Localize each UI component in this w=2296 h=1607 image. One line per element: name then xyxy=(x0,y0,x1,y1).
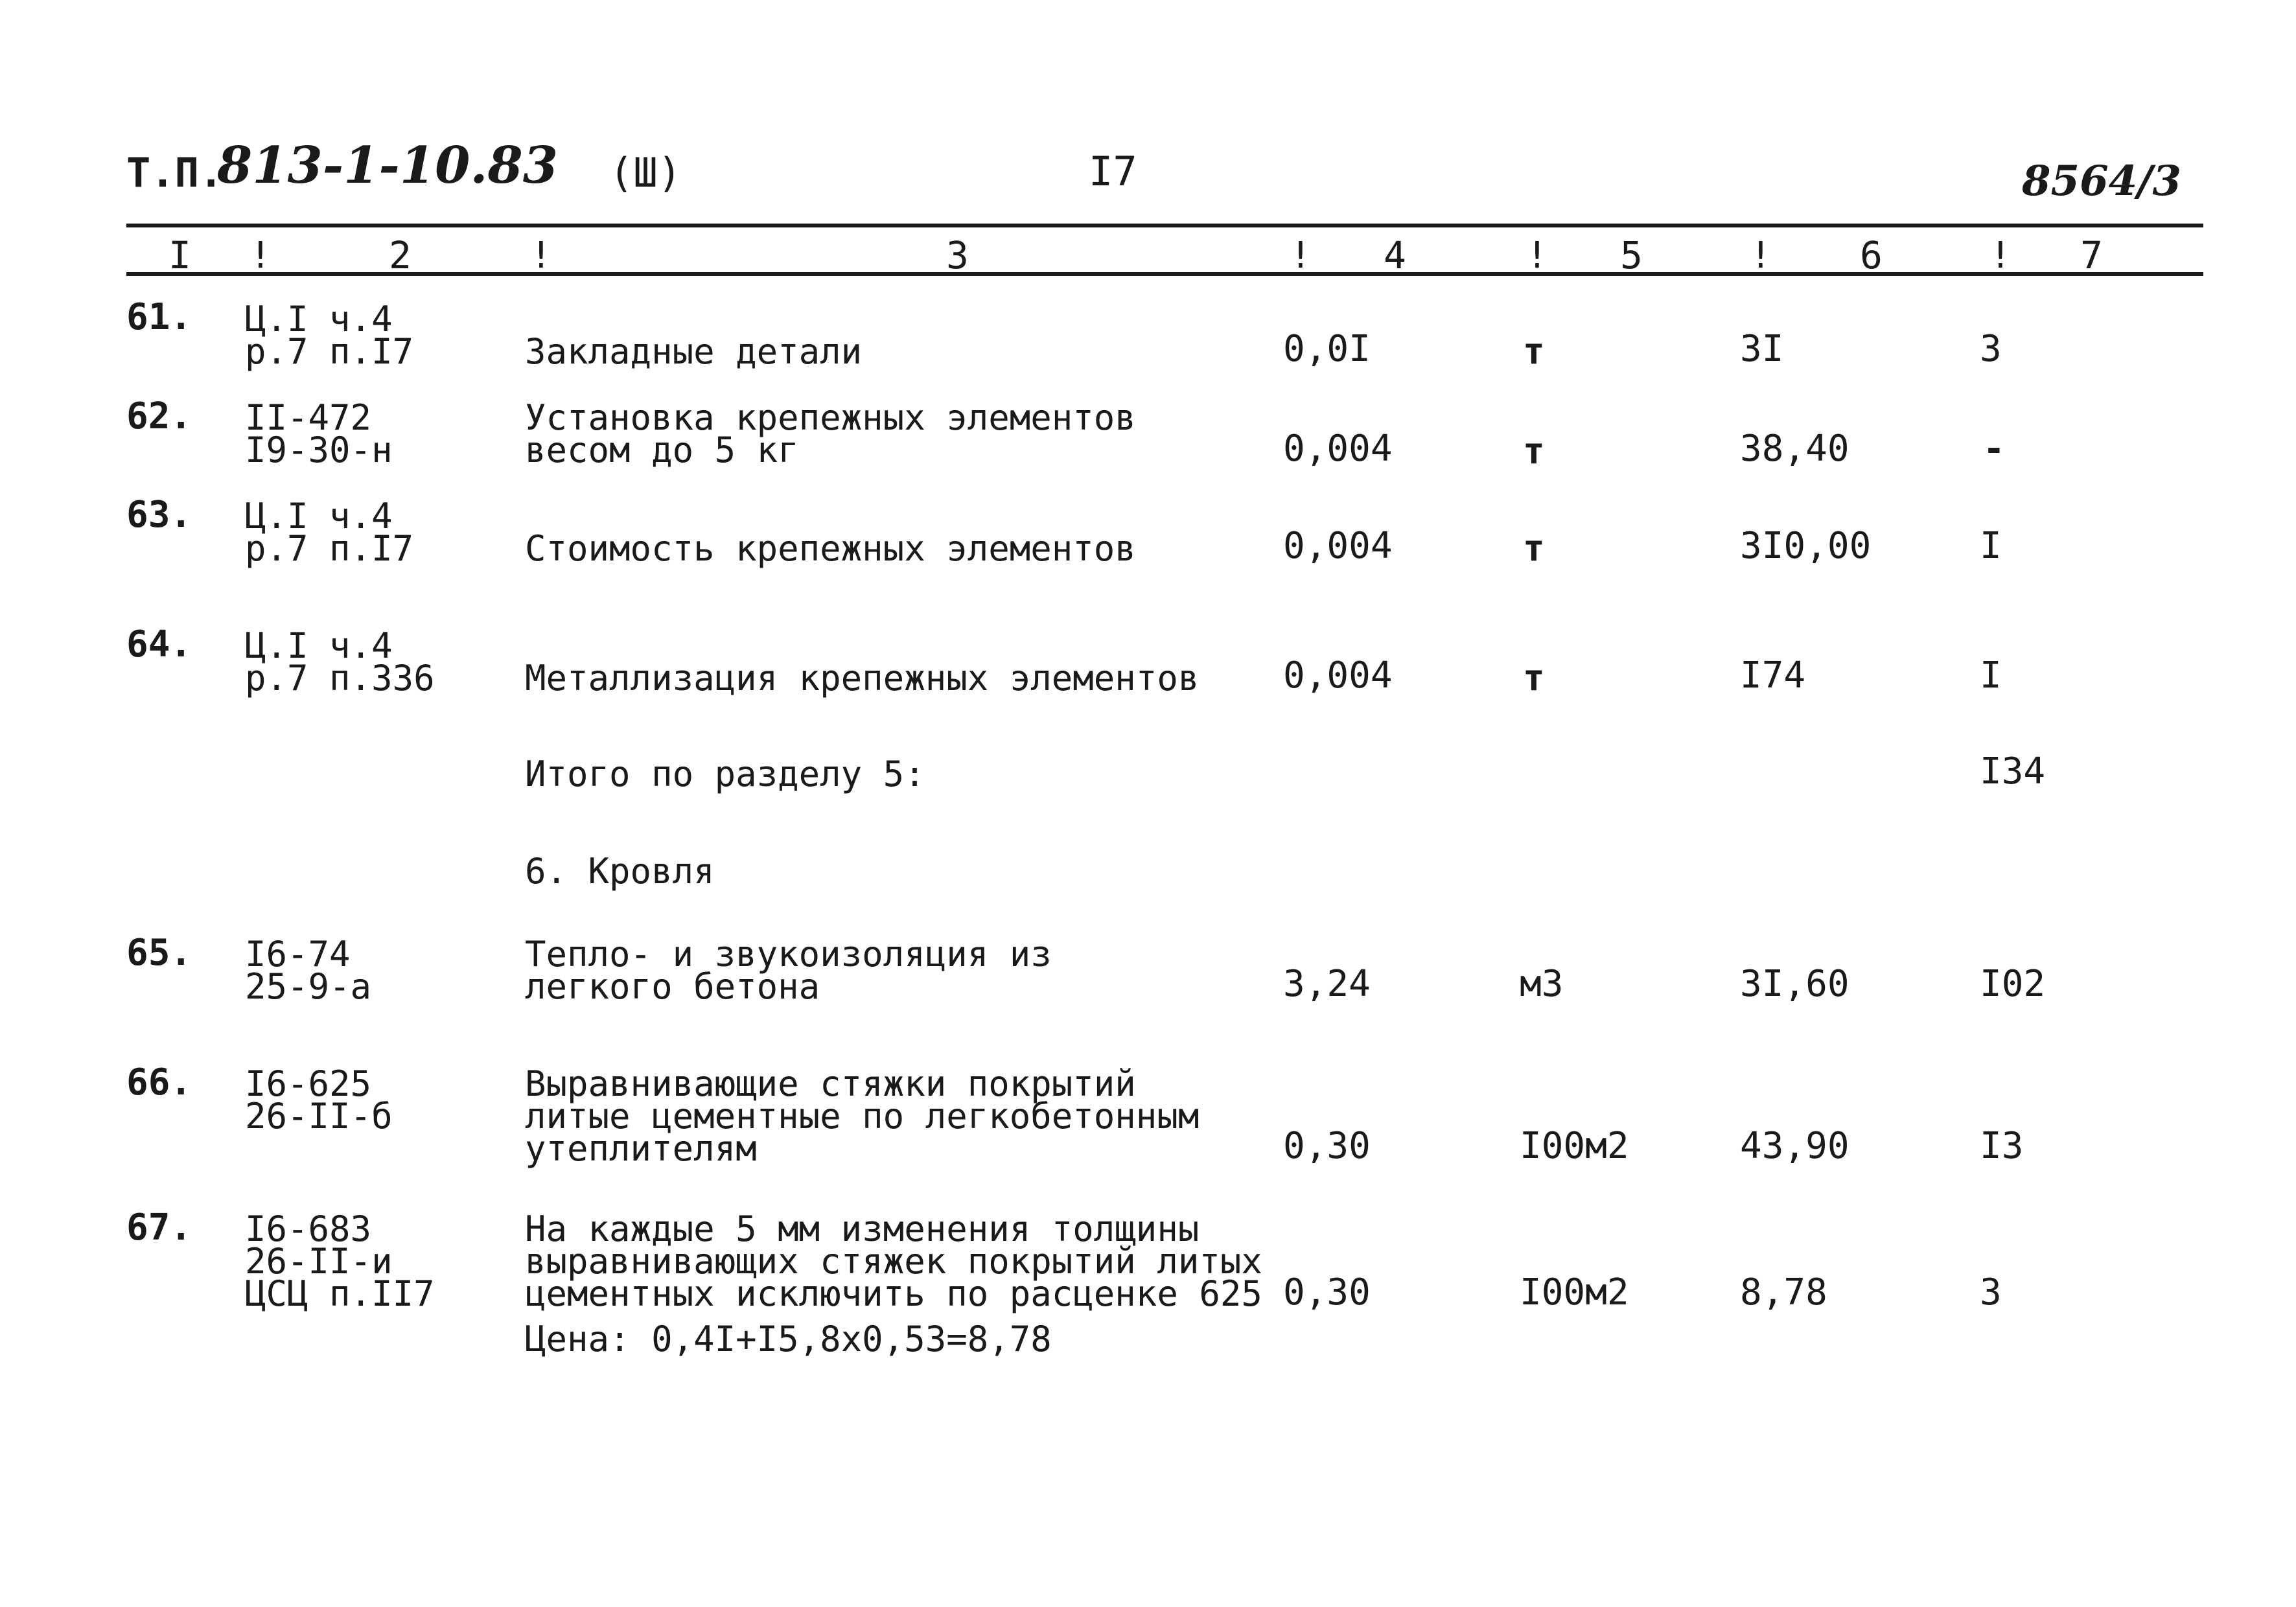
row-name: Тепло- и звукоизоляция из легкого бетона xyxy=(525,934,1052,1007)
row-price: 38,40 xyxy=(1740,428,1850,470)
row-name: Закладные детали xyxy=(525,331,863,372)
row-unit: I00м2 xyxy=(1520,1271,1629,1313)
column-header-4: 4 xyxy=(1384,233,1406,277)
row-number: 66. xyxy=(126,1061,192,1104)
table-header-rule xyxy=(126,272,2203,276)
row-code: Ц.I ч.4 р.7 п.I7 xyxy=(245,299,414,372)
row-name: Установка крепежных элементов весом до 5 кг xyxy=(525,397,1136,470)
column-header-3: 3 xyxy=(946,233,969,277)
column-header-6: 6 xyxy=(1860,233,1883,277)
col-separator: ! xyxy=(530,235,552,277)
row-unit: м3 xyxy=(1520,963,1564,1005)
row-total: I xyxy=(1980,525,2002,567)
row-total: 3 xyxy=(1980,328,2002,370)
row-number: 63. xyxy=(126,494,192,536)
row-total: I3 xyxy=(1980,1125,2024,1167)
row-price: 43,90 xyxy=(1740,1125,1850,1167)
price-note: Цена: 0,4I+I5,8х0,53=8,78 xyxy=(525,1319,1052,1359)
col-separator: ! xyxy=(249,235,272,277)
row-unit: т xyxy=(1523,527,1545,570)
row-price: 3I xyxy=(1740,328,1784,370)
row-unit: I00м2 xyxy=(1520,1125,1629,1167)
inventory-number: 8564/3 xyxy=(2022,157,2182,205)
col-separator: ! xyxy=(1750,235,1772,277)
subtotal-label: Итого по разделу 5: xyxy=(525,754,925,794)
column-header-2: 2 xyxy=(389,233,412,277)
row-price: I74 xyxy=(1740,654,1806,697)
row-price: 8,78 xyxy=(1740,1271,1827,1313)
col-separator: ! xyxy=(1989,235,2012,277)
row-total: - xyxy=(1983,428,2005,470)
row-price: 3I,60 xyxy=(1740,963,1850,1005)
row-qty: 0,0I xyxy=(1283,328,1371,370)
section-title: 6. Кровля xyxy=(525,851,715,892)
subtotal-total: I34 xyxy=(1980,750,2046,792)
row-qty: 0,30 xyxy=(1283,1125,1371,1167)
row-qty: 0,004 xyxy=(1283,428,1393,470)
row-unit: т xyxy=(1523,657,1545,699)
col-separator: ! xyxy=(1526,235,1548,277)
row-code: I6-74 25-9-а xyxy=(245,934,372,1007)
table-top-rule xyxy=(126,224,2203,227)
row-qty: 0,004 xyxy=(1283,654,1393,697)
project-number: 813-1-10.83 xyxy=(217,136,559,195)
row-number: 61. xyxy=(126,296,192,338)
row-name: На каждые 5 мм изменения толщины выравнивающих стяжек покрытий литых цементных исключить по расценке 625 xyxy=(525,1208,1262,1314)
row-code: I6-683 26-II-и ЦСЦ п.II7 xyxy=(245,1208,435,1314)
row-code: II-472 I9-30-н xyxy=(245,397,393,470)
row-code: I6-625 26-II-б xyxy=(245,1063,393,1137)
row-name: Металлизация крепежных элементов xyxy=(525,658,1200,699)
page-number: I7 xyxy=(1089,148,1137,195)
row-code: Ц.I ч.4 р.7 п.336 xyxy=(245,625,435,699)
row-unit: т xyxy=(1523,330,1545,373)
row-code: Ц.I ч.4 р.7 п.I7 xyxy=(245,496,414,569)
row-price: 3I0,00 xyxy=(1740,525,1872,567)
row-number: 65. xyxy=(126,932,192,974)
row-total: I xyxy=(1980,654,2002,697)
column-header-1: I xyxy=(168,233,191,277)
col-separator: ! xyxy=(1290,235,1312,277)
row-number: 62. xyxy=(126,395,192,437)
row-qty: 3,24 xyxy=(1283,963,1371,1005)
row-qty: 0,30 xyxy=(1283,1271,1371,1313)
column-header-7: 7 xyxy=(2080,233,2103,277)
tp-prefix: Т.П. xyxy=(126,149,224,196)
row-number: 64. xyxy=(126,623,192,665)
volume-label: (Ш) xyxy=(609,149,682,196)
row-name: Выравнивающие стяжки покрытий литые цементные по легкобетонным утеплителям xyxy=(525,1063,1200,1169)
row-name: Стоимость крепежных элементов xyxy=(525,528,1136,569)
row-total: I02 xyxy=(1980,963,2046,1005)
column-header-5: 5 xyxy=(1620,233,1643,277)
row-total: 3 xyxy=(1980,1271,2002,1313)
row-number: 67. xyxy=(126,1207,192,1249)
row-qty: 0,004 xyxy=(1283,525,1393,567)
row-unit: т xyxy=(1523,430,1545,472)
